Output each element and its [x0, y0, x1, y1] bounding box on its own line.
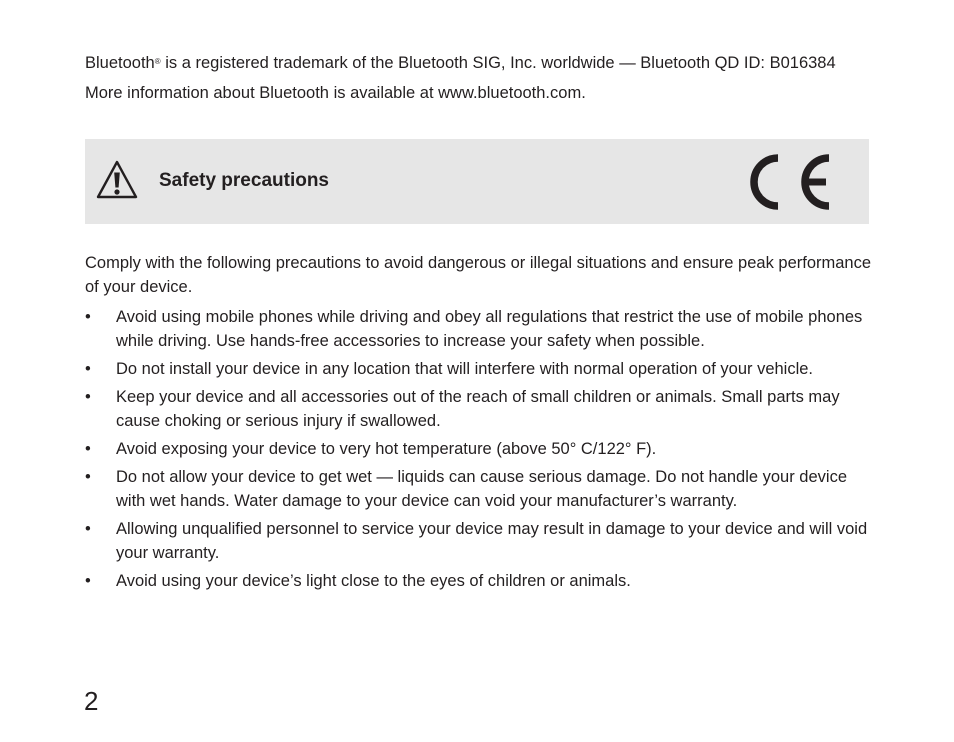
bullet-icon: •: [85, 572, 91, 590]
trademark-brand: Bluetooth: [85, 54, 155, 72]
bullet-icon: •: [85, 468, 91, 486]
trademark-notice: [85, 52, 870, 75]
list-item: [85, 305, 875, 353]
list-item-text: Do not install your device in any location that will interfere with normal operation of your vehicle.: [116, 360, 814, 378]
intro-section: [85, 52, 870, 105]
precautions-section: [85, 251, 875, 597]
list-item-text: Do not allow your device to get wet — liquids can cause serious damage. Do not handle your device with wet hands. Water damage to your device can void your manufacturer’s warranty.: [116, 468, 847, 510]
list-item: [85, 385, 875, 433]
lead-paragraph: Comply with the following precautions to avoid dangerous or illegal situations and ensure peak performance of your device.: [85, 254, 872, 296]
bullet-icon: •: [85, 388, 91, 406]
precautions-list: [85, 305, 875, 593]
list-item: [85, 437, 875, 461]
list-item: [85, 517, 875, 565]
bullet-icon: •: [85, 440, 91, 458]
trademark-text: is a registered trademark of the Bluetooth SIG, Inc. worldwide — Bluetooth QD ID: B016384: [160, 54, 836, 72]
list-item-text: Keep your device and all accessories out of the reach of small children or animals. Small parts may cause choking or serious injury if swallowed.: [116, 388, 840, 430]
list-item-text: Avoid exposing your device to very hot temperature (above 50° C/122° F).: [116, 440, 657, 458]
ce-mark-icon: [740, 150, 834, 214]
bullet-icon: •: [85, 360, 91, 378]
warning-triangle-icon: [95, 159, 139, 201]
bullet-icon: •: [85, 520, 91, 538]
page-number: 2: [84, 686, 99, 716]
bullet-icon: •: [85, 308, 91, 326]
list-item: [85, 357, 875, 381]
list-item-text: Allowing unqualified personnel to service your device may result in damage to your device and will void your warranty.: [116, 520, 868, 562]
more-info-text: More information about Bluetooth is available at www.bluetooth.com.: [85, 84, 586, 102]
list-item-text: Avoid using mobile phones while driving and obey all regulations that restrict the use of mobile phones while driving. Use hands-free accessories to increase your safety when possible.: [116, 308, 863, 350]
list-item: [85, 465, 875, 513]
safety-banner: [85, 139, 869, 224]
registered-mark: ®: [154, 57, 161, 66]
list-item-text: Avoid using your device’s light close to the eyes of children or animals.: [116, 572, 631, 590]
section-title: Safety precautions: [159, 170, 329, 191]
list-item: [85, 569, 875, 593]
